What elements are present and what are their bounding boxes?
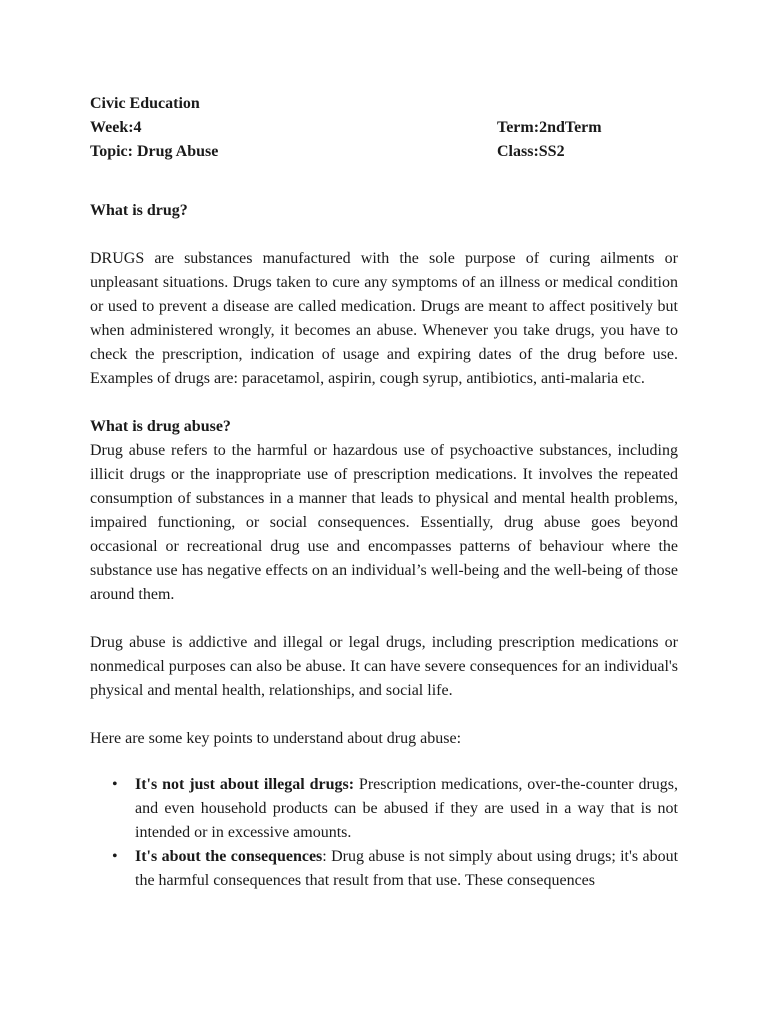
heading-what-is-drug: What is drug? (90, 202, 188, 219)
key-point-text: : Drug abuse is not simply about using drugs; it's about the harmful consequences that result from that use. These consequences (135, 848, 679, 889)
paragraph-addictive: Drug abuse is addictive and illegal or legal drugs, including prescription medications or nonmedical purposes can also be abuse. It can have severe consequences for an individual's physical and mental health, relationships, and social life. (90, 634, 678, 699)
list-item (90, 845, 678, 893)
key-point-title: It's about the consequences (135, 848, 323, 865)
paragraph-what-is-drug-abuse: Drug abuse refers to the harmful or hazardous use of psychoactive substances, including illicit drugs or the inappropriate use of prescription medications. It involves the repeated consumption of substances in a manner that leads to physical and mental health problems, impaired functioning, or social consequences. Essentially, drug abuse goes beyond occasional or recreational drug use and encompasses patterns of behaviour where the substance use has negative effects on an individual’s well-being and the well-being of those around them. (90, 442, 678, 603)
subject-label: Civic Education (90, 95, 200, 112)
topic-label: Topic: Drug Abuse (90, 143, 219, 160)
term-label: Term:2ndTerm (497, 119, 602, 136)
document-header (90, 92, 678, 164)
paragraph-key-points-intro: Here are some key points to understand about drug abuse: (90, 730, 462, 747)
class-label: Class:SS2 (497, 143, 565, 160)
list-item (90, 773, 678, 845)
document-body (90, 199, 678, 893)
header-row-week (90, 116, 678, 140)
key-points-list (90, 773, 678, 893)
bullet-icon: • (112, 776, 118, 793)
header-row-subject (90, 92, 678, 116)
bullet-icon: • (112, 848, 118, 865)
header-row-topic (90, 140, 678, 164)
key-point-title: It's not just about illegal drugs: (135, 776, 355, 793)
key-point-text: Prescription medications, over-the-counter drugs, and even household products can be abused if they are used in a way that is not intended or in excessive amounts. (135, 776, 678, 841)
week-label: Week:4 (90, 119, 142, 136)
heading-what-is-drug-abuse: What is drug abuse? (90, 418, 231, 435)
paragraph-what-is-drug: DRUGS are substances manufactured with the sole purpose of curing ailments or unpleasant situations. Drugs taken to cure any symptoms of an illness or medical condition or used to prevent a disease are called medication. Drugs are meant to affect positively but when administered wrongly, it becomes an abuse. Whenever you take drugs, you have to check the prescription, indication of usage and expiring dates of the drug before use. Examples of drugs are: paracetamol, aspirin, cough syrup, antibiotics, anti-malaria etc. (90, 250, 678, 387)
